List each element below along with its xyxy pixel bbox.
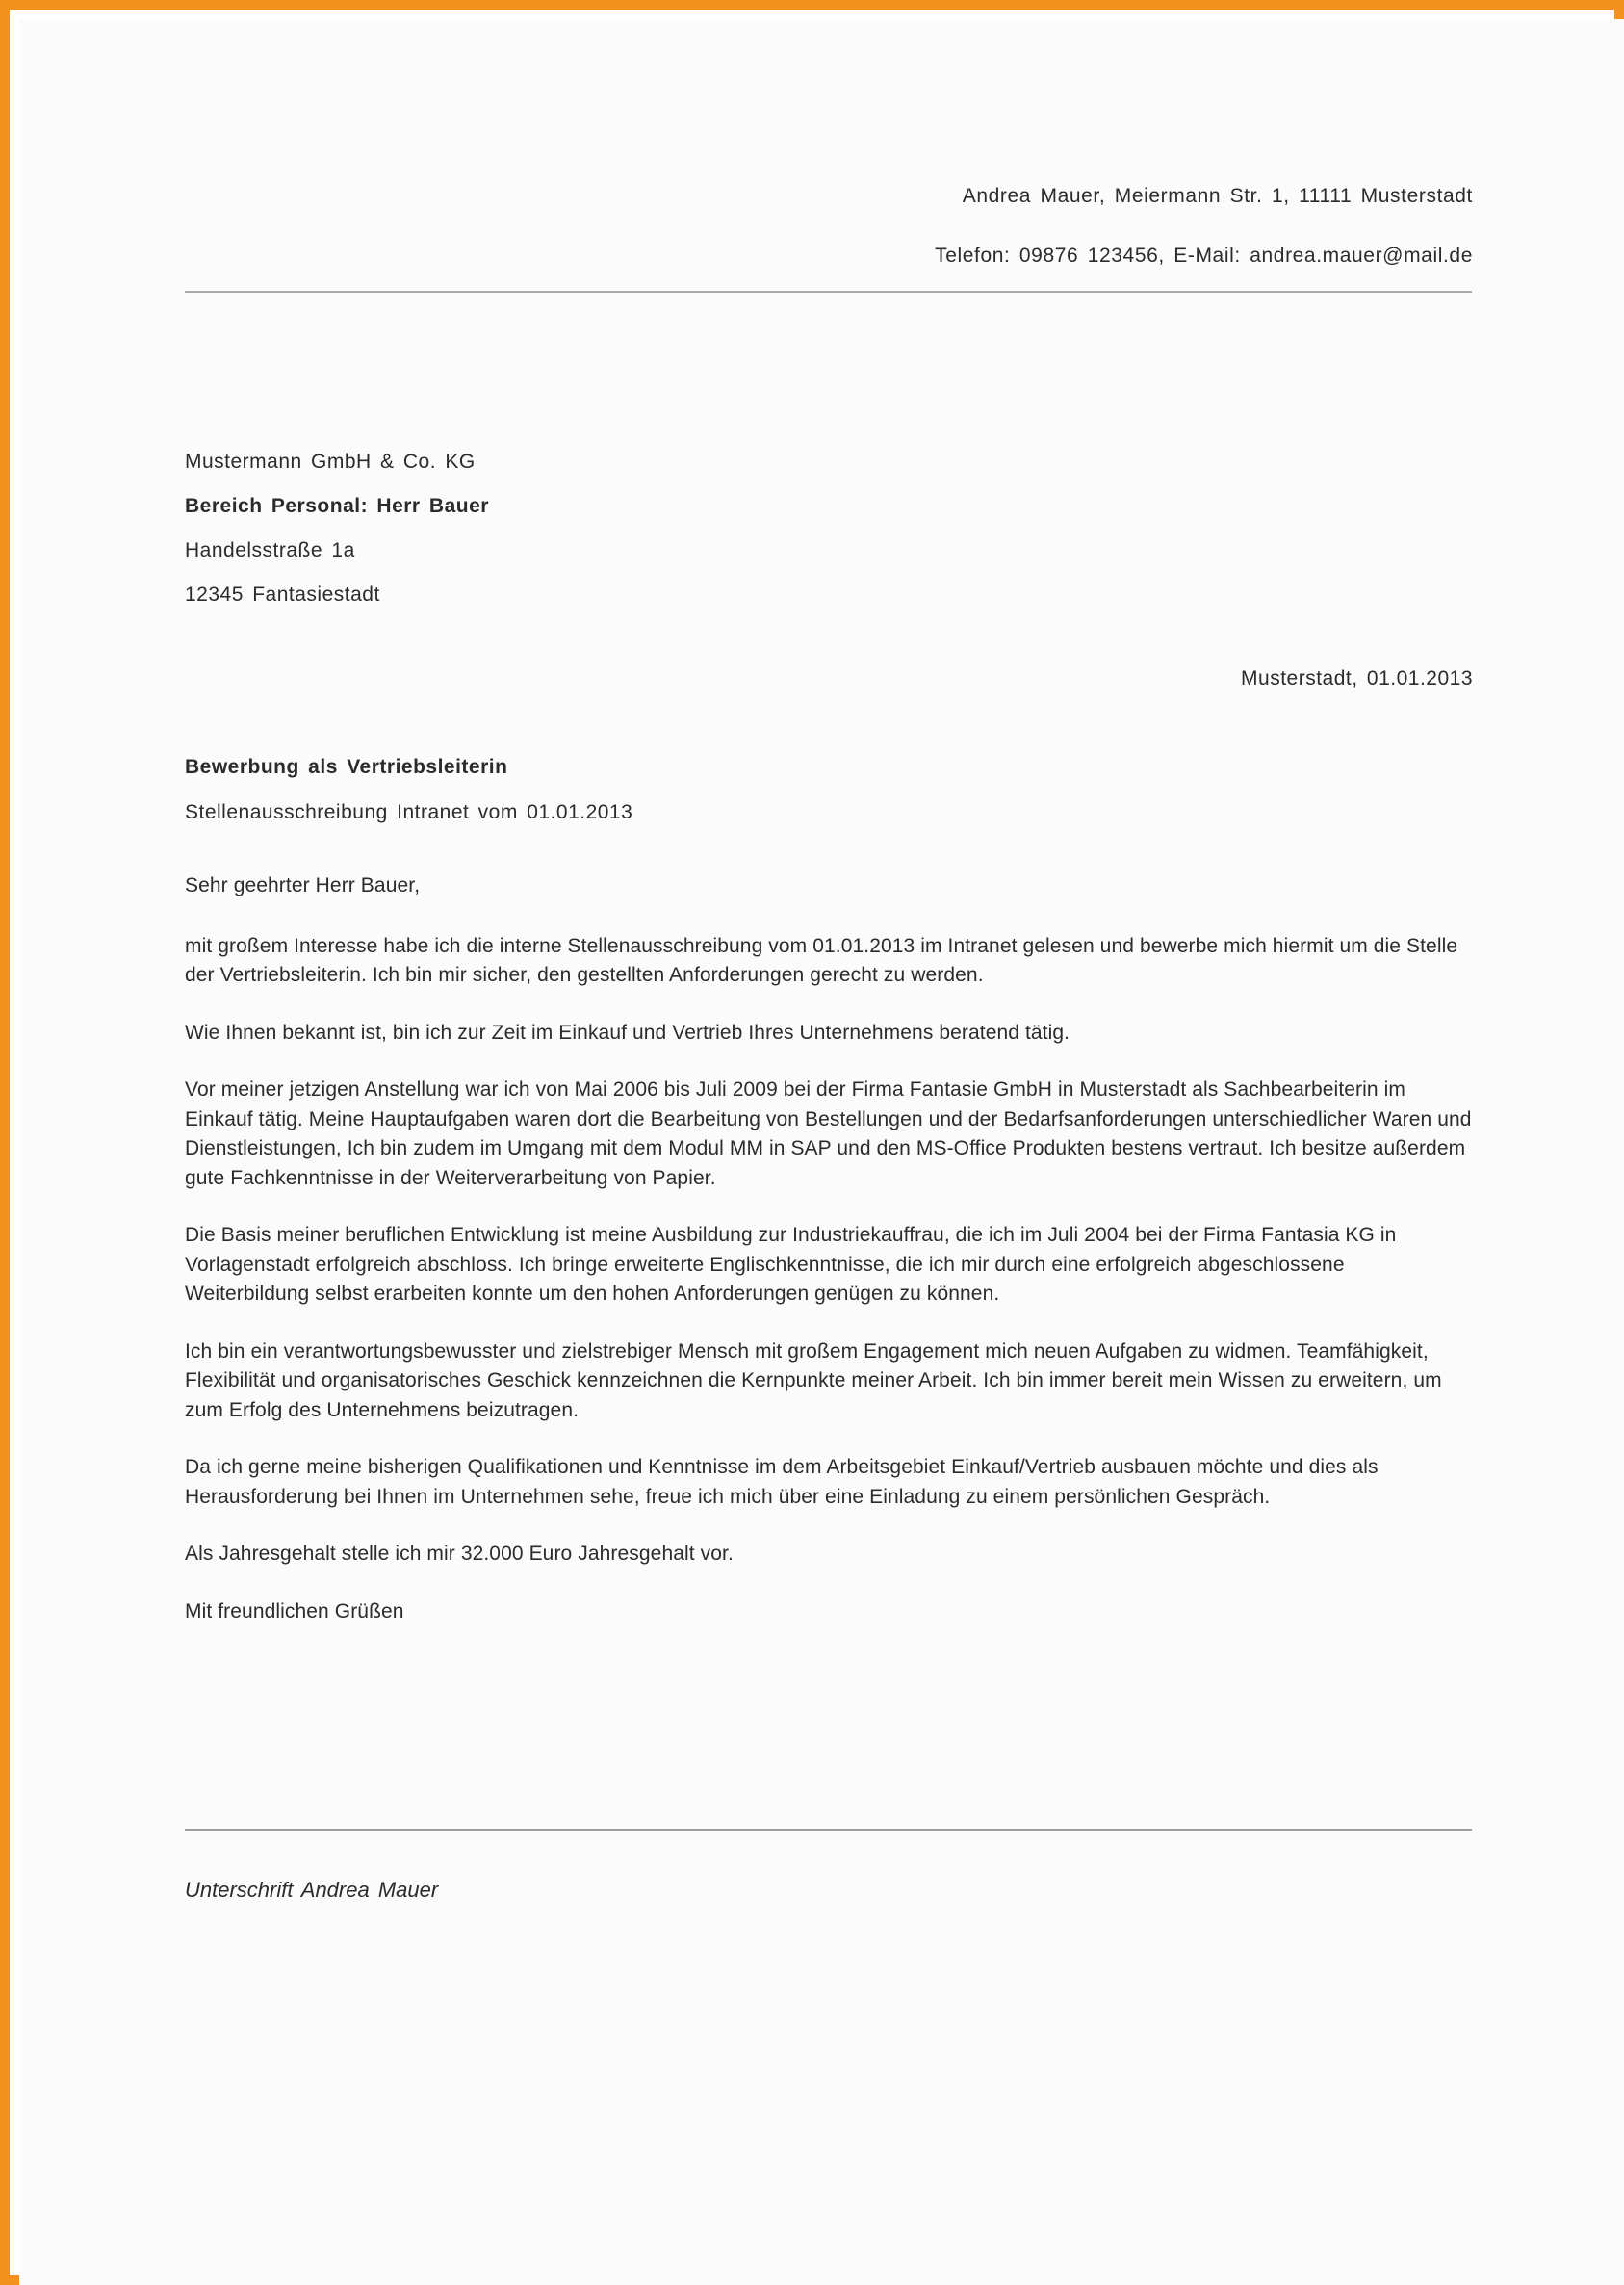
header-divider (185, 291, 1472, 293)
body-paragraph: Da ich gerne meine bisherigen Qualifikationen und Kenntnisse im dem Arbeitsgebiet Einkauf/Vertrieb ausbauen möchte und dies als Herausforderung bei Ihnen im Unternehmen sehe, freue ich mich über eine Einladung zu einem persönlichen Gespräch. (185, 1456, 1379, 1508)
body-paragraph: Als Jahresgehalt stelle ich mir 32.000 Euro Jahresgehalt vor. (185, 1543, 734, 1565)
letter-body (185, 871, 1472, 1626)
body-paragraph: mit großem Interesse habe ich die interne Stellenausschreibung vom 01.01.2013 im Intranet gelesen und bewerbe mich hiermit um die Stelle der Vertriebsleiterin. Ich bin mir sicher, den gestellten Anforderungen gerecht zu werden. (185, 934, 1458, 986)
recipient-street: Handelsstraße 1a (185, 539, 355, 561)
body-paragraph: Die Basis meiner beruflichen Entwicklung ist meine Ausbildung zur Industriekauffrau, die ich im Juli 2004 bei der Firma Fantasia KG in Vorlagenstadt erfolgreich abschloss. Ich bringe erweiterte Englischkenntnisse, die ich mir durch eine erfolgreich abgeschlossene Weiterbildung selbst erarbeiten konnte um den hohen Anforderungen genügen zu können. (185, 1224, 1397, 1305)
body-paragraph: Vor meiner jetzigen Anstellung war ich von Mai 2006 bis Juli 2009 bei der Firma Fantasie GmbH in Musterstadt als Sachbearbeiterin im Einkauf tätig. Meine Hauptaufgaben waren dort die Bearbeitung von Bestellungen und der Bedarfsanforderungen unterschiedlicher Waren und Dienstleistungen, Ich bin zudem im Umgang mit dem Modul MM in SAP und den MS-Office Produkten bestens vertraut. Ich besitze außerdem gute Fachkenntnisse in der Weiterverarbeitung von Papier. (185, 1078, 1472, 1189)
signature-line: Unterschrift Andrea Mauer (185, 1878, 439, 1902)
body-paragraph: Wie Ihnen bekannt ist, bin ich zur Zeit im Einkauf und Vertrieb Ihres Unternehmens beratend tätig. (185, 1021, 1070, 1044)
body-paragraph: Ich bin ein verantwortungsbewusster und zielstrebiger Mensch mit großem Engagement mich neuen Aufgaben zu widmen. Teamfähigkeit, Flexibilität und organisatorisches Geschick kennzeichnen die Kernpunkte meiner Arbeit. Ich bin immer bereit mein Wissen zu erweitern, um zum Erfolg des Unternehmens beizutragen. (185, 1339, 1442, 1421)
recipient-company: Mustermann GmbH & Co. KG (185, 451, 476, 473)
recipient-city: 12345 Fantasiestadt (185, 584, 380, 606)
sender-block (183, 185, 1473, 268)
place-and-date: Musterstadt, 01.01.2013 (1241, 667, 1473, 689)
sender-address-line: Andrea Mauer, Meiermann Str. 1, 11111 Musterstadt (962, 185, 1473, 207)
recipient-department: Bereich Personal: Herr Bauer (185, 495, 489, 517)
subject-reference: Stellenausschreibung Intranet vom 01.01.2013 (185, 801, 633, 823)
closing-greeting: Mit freundlichen Grüßen (185, 1599, 404, 1623)
signature-divider (185, 1829, 1472, 1831)
letter-sheet (19, 19, 1624, 2285)
subject-block (185, 756, 632, 824)
sender-contact-line: Telefon: 09876 123456, E-Mail: andrea.mauer@mail.de (935, 245, 1473, 267)
recipient-block (185, 440, 489, 617)
document-page (19, 19, 1624, 2285)
subject-title: Bewerbung als Vertriebsleiterin (185, 756, 508, 778)
salutation: Sehr geehrter Herr Bauer, (185, 874, 421, 896)
